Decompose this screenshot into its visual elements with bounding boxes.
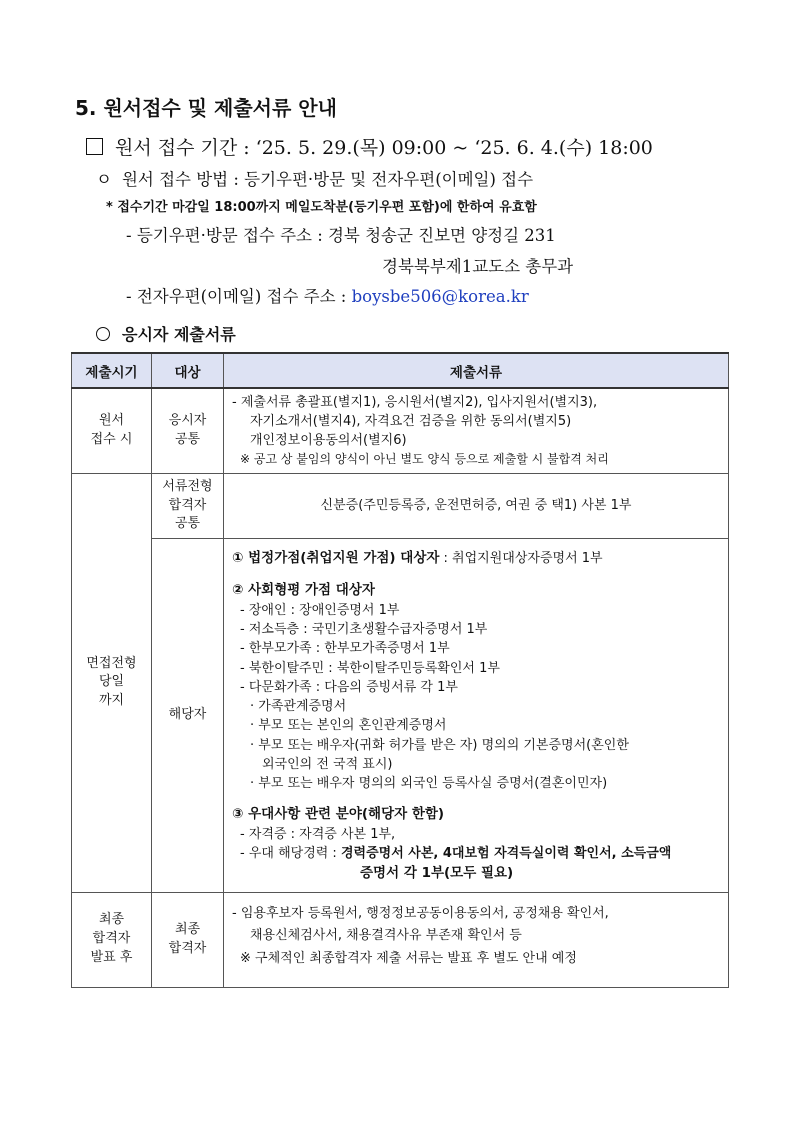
email-link[interactable]: boysbe506@korea.kr	[351, 287, 529, 306]
table-header-row	[72, 353, 729, 388]
doc-line	[232, 549, 720, 569]
documents-cell: 신분증(주민등록증, 운전면허증, 여권 중 택1) 사본 1부	[224, 474, 729, 539]
doc-line: - 저소득층 : 국민기초생활수급자증명서 1부	[240, 622, 488, 638]
method-line	[96, 166, 533, 190]
doc-line: · 부모 또는 배우자 명의의 외국인 등록사실 증명서(결혼이민자)	[250, 776, 608, 792]
doc-line: 개인정보이용동의서(별지6)	[250, 433, 407, 449]
doc-line: - 자격증 : 자격증 사본 1부,	[240, 827, 396, 843]
docs-heading	[96, 322, 236, 345]
doc-line: - 북한이탈주민 : 북한이탈주민등록확인서 1부	[240, 660, 500, 676]
doc-text: - 우대 해당경력 :	[240, 846, 337, 862]
email-address-line	[126, 283, 529, 307]
subsection-title: ③ 우대사항 관련 분야(해당자 한함)	[232, 806, 445, 823]
doc-note: ※ 구체적인 최종합격자 제출 서류는 발표 후 별도 안내 예정	[240, 951, 577, 967]
doc-line: · 부모 또는 본인의 혼인관계증명서	[250, 718, 447, 734]
doc-line	[232, 844, 720, 863]
cell-text: 당일	[98, 674, 125, 690]
doc-text-bold: 경력증명서 사본, 4대보험 자격득실이력 확인서, 소득금액	[340, 846, 672, 862]
timing-cell	[72, 474, 152, 893]
target-cell: 해당자	[152, 539, 224, 893]
application-period	[86, 133, 653, 160]
table-row	[72, 474, 729, 539]
period-label: 원서 접수 기간 : ‘25. 5. 29.(목) 09:00 ~ ‘25. 6. 4.(수) 18:00	[115, 137, 653, 159]
doc-line: 외국인의 전 국적 표시)	[262, 756, 393, 772]
documents-cell	[224, 388, 729, 474]
timing-cell	[72, 892, 152, 987]
header-documents: 제출서류	[224, 353, 729, 388]
doc-text: : 취업지원대상자증명서 1부	[439, 551, 603, 566]
cell-text: 공통	[174, 516, 201, 532]
cell-text: 합격자	[92, 931, 131, 947]
target-cell	[152, 892, 224, 987]
doc-line: - 제출서류 총괄표(별지1), 응시원서(별지2), 입사지원서(별지3),	[232, 395, 598, 410]
target-cell	[152, 388, 224, 474]
documents-cell	[224, 892, 729, 987]
documents-cell	[224, 539, 729, 893]
timing-cell	[72, 388, 152, 474]
doc-line: 자기소개서(별지4), 자격요건 검증을 위한 동의서(별지5)	[250, 414, 572, 430]
header-timing: 제출시기	[72, 353, 152, 388]
documents-table	[71, 352, 729, 988]
post-address: - 등기우편·방문 접수 주소 : 경북 청송군 진보면 양정길 231	[126, 226, 556, 245]
cell-text: 합격자	[168, 940, 207, 956]
doc-note: ※ 공고 상 붙임의 양식이 아닌 별도 양식 등으로 제출할 시 불합격 처리	[240, 451, 609, 466]
cell-text: 접수 시	[90, 432, 133, 447]
circle-bullet-icon	[96, 327, 110, 341]
bullet-circle: ㅇ	[96, 170, 112, 189]
doc-line: - 임용후보자 등록원서, 행정정보공동이용동의서, 공정채용 확인서,	[232, 905, 609, 921]
cell-text: 발표 후	[90, 950, 133, 966]
doc-line: · 가족관계증명서	[250, 699, 347, 715]
doc-line: - 장애인 : 장애인증명서 1부	[240, 602, 400, 618]
header-target: 대상	[152, 353, 224, 388]
table-row	[72, 388, 729, 474]
section-title: 5. 원서접수 및 제출서류 안내	[75, 96, 337, 120]
cell-text: 서류전형	[162, 478, 213, 494]
doc-line: - 다문화가족 : 다음의 증빙서류 각 1부	[240, 679, 458, 695]
checkbox-square-icon	[86, 138, 103, 155]
cell-text: 최종	[98, 912, 125, 928]
cell-text: 응시자	[168, 413, 207, 429]
post-address-line2: 경북북부제1교도소 총무과	[382, 257, 574, 276]
doc-line: - 한부모가족 : 한부모가족증명서 1부	[240, 641, 450, 657]
cell-text: 합격자	[168, 497, 207, 513]
cell-text: 공통	[174, 432, 201, 447]
cell-text: 원서	[98, 413, 125, 429]
subsection-title: ① 법정가점(취업지원 가점) 대상자	[232, 550, 440, 566]
deadline-notice: * 접수기간 마감일 18:00까지 메일도착분(등기우편 포함)에 한하여 유효함	[106, 200, 537, 215]
doc-line: 채용신체검사서, 채용결격사유 부존재 확인서 등	[250, 928, 522, 944]
email-label: - 전자우편(이메일) 접수 주소 :	[126, 287, 347, 306]
doc-line: · 부모 또는 배우자(귀화 허가를 받은 자) 명의의 기본증명서(혼인한	[250, 737, 629, 753]
subsection-title: ② 사회형평 가점 대상자	[232, 581, 375, 598]
doc-text-bold: 증명서 각 1부(모두 필요)	[360, 864, 514, 881]
method-text: 원서 접수 방법 : 등기우편·방문 및 전자우편(이메일) 접수	[121, 170, 534, 189]
target-cell	[152, 474, 224, 539]
table-row	[72, 539, 729, 893]
table-row	[72, 892, 729, 987]
cell-text: 최종	[174, 921, 201, 937]
cell-text: 면접전형	[86, 655, 137, 671]
docs-title: 응시자 제출서류	[122, 325, 236, 344]
cell-text: 까지	[98, 693, 125, 709]
